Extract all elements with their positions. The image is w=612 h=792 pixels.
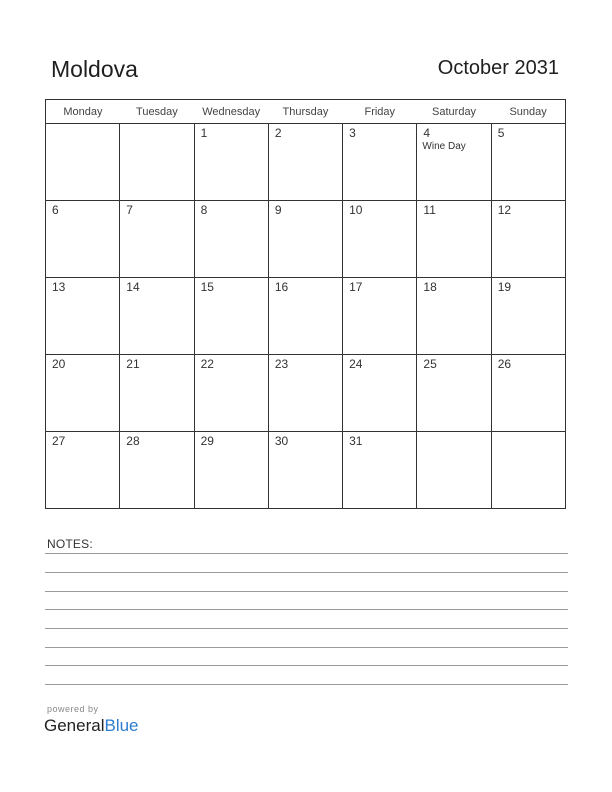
day-cell (268, 432, 342, 509)
powered-by-text: powered by (47, 704, 99, 714)
day-number: 31 (349, 434, 363, 448)
day-number: 14 (126, 280, 140, 294)
day-cell (194, 355, 268, 432)
day-cell (120, 432, 194, 509)
brand-part-blue: Blue (104, 716, 139, 735)
day-cell (491, 432, 565, 509)
calendar-grid (45, 99, 566, 509)
day-number: 23 (274, 357, 289, 371)
note-line (45, 665, 568, 666)
day-cell (120, 124, 194, 201)
day-cell (268, 201, 342, 278)
day-cell (268, 355, 342, 432)
day-cell (194, 124, 268, 201)
day-cell (417, 432, 491, 509)
day-number: 11 (423, 203, 436, 217)
day-number: 10 (349, 203, 363, 217)
brand-logo[interactable] (44, 716, 139, 736)
note-line (45, 647, 568, 648)
weekday-saturday: Saturday (417, 100, 491, 124)
day-number: 25 (423, 357, 437, 371)
day-number: 29 (200, 434, 214, 448)
day-cell (268, 124, 342, 201)
day-cell (417, 355, 491, 432)
day-number: 22 (200, 357, 214, 371)
note-line (45, 572, 568, 573)
notes-label: NOTES: (47, 537, 93, 551)
day-number: 3 (349, 126, 356, 140)
day-cell (46, 355, 120, 432)
day-number: 9 (274, 203, 282, 217)
day-cell (194, 278, 268, 355)
day-cell (491, 278, 565, 355)
brand-part-general: General (44, 716, 105, 735)
day-cell (46, 432, 120, 509)
day-cell (194, 432, 268, 509)
day-number: 27 (52, 434, 66, 448)
day-cell (46, 124, 120, 201)
day-number: 26 (497, 357, 512, 371)
note-line (45, 553, 568, 554)
day-number: 6 (52, 203, 59, 217)
day-cell (343, 124, 417, 201)
day-number: 18 (423, 280, 437, 294)
month-year-title: October 2031 (437, 57, 559, 79)
day-cell (46, 278, 120, 355)
day-cell (120, 201, 194, 278)
week-row-1 (46, 124, 566, 201)
day-cell (343, 278, 417, 355)
day-cell (417, 278, 491, 355)
day-number: 21 (126, 357, 140, 371)
day-cell (491, 355, 565, 432)
day-cell (268, 278, 342, 355)
day-number: 4 (423, 126, 431, 140)
day-number: 24 (349, 357, 363, 371)
weekday-sunday: Sunday (491, 100, 565, 124)
day-cell (343, 201, 417, 278)
holiday-label: Wine Day (422, 141, 466, 152)
note-line (45, 609, 568, 610)
week-row-3 (46, 278, 566, 355)
weekday-friday: Friday (343, 100, 417, 124)
day-number: 12 (497, 203, 512, 217)
day-cell (343, 432, 417, 509)
weekday-wednesday: Wednesday (194, 100, 268, 124)
note-line (45, 628, 568, 629)
day-number: 7 (126, 203, 133, 217)
weekday-header-row (46, 100, 566, 124)
day-cell (120, 278, 194, 355)
day-cell (491, 201, 565, 278)
day-number: 30 (274, 434, 289, 448)
day-cell (417, 201, 491, 278)
country-title: Moldova (51, 56, 138, 82)
day-number: 8 (200, 203, 208, 217)
day-cell (46, 201, 120, 278)
day-number: 20 (52, 357, 66, 371)
day-cell (343, 355, 417, 432)
day-number: 19 (497, 280, 512, 294)
note-line (45, 684, 568, 685)
day-cell (194, 201, 268, 278)
weekday-thursday: Thursday (268, 100, 342, 124)
week-row-2 (46, 201, 566, 278)
day-number: 16 (274, 280, 289, 294)
week-row-5 (46, 432, 566, 509)
note-line (45, 591, 568, 592)
day-number: 13 (52, 280, 66, 294)
day-cell (120, 355, 194, 432)
day-number: 28 (126, 434, 140, 448)
day-number: 17 (349, 280, 363, 294)
week-row-4 (46, 355, 566, 432)
day-number: 2 (274, 126, 282, 140)
day-number: 5 (497, 126, 505, 140)
weekday-monday: Monday (46, 100, 120, 124)
weekday-tuesday: Tuesday (120, 100, 194, 124)
day-cell (417, 124, 491, 201)
day-cell (491, 124, 565, 201)
day-number: 15 (200, 280, 214, 294)
day-number: 1 (200, 126, 208, 140)
